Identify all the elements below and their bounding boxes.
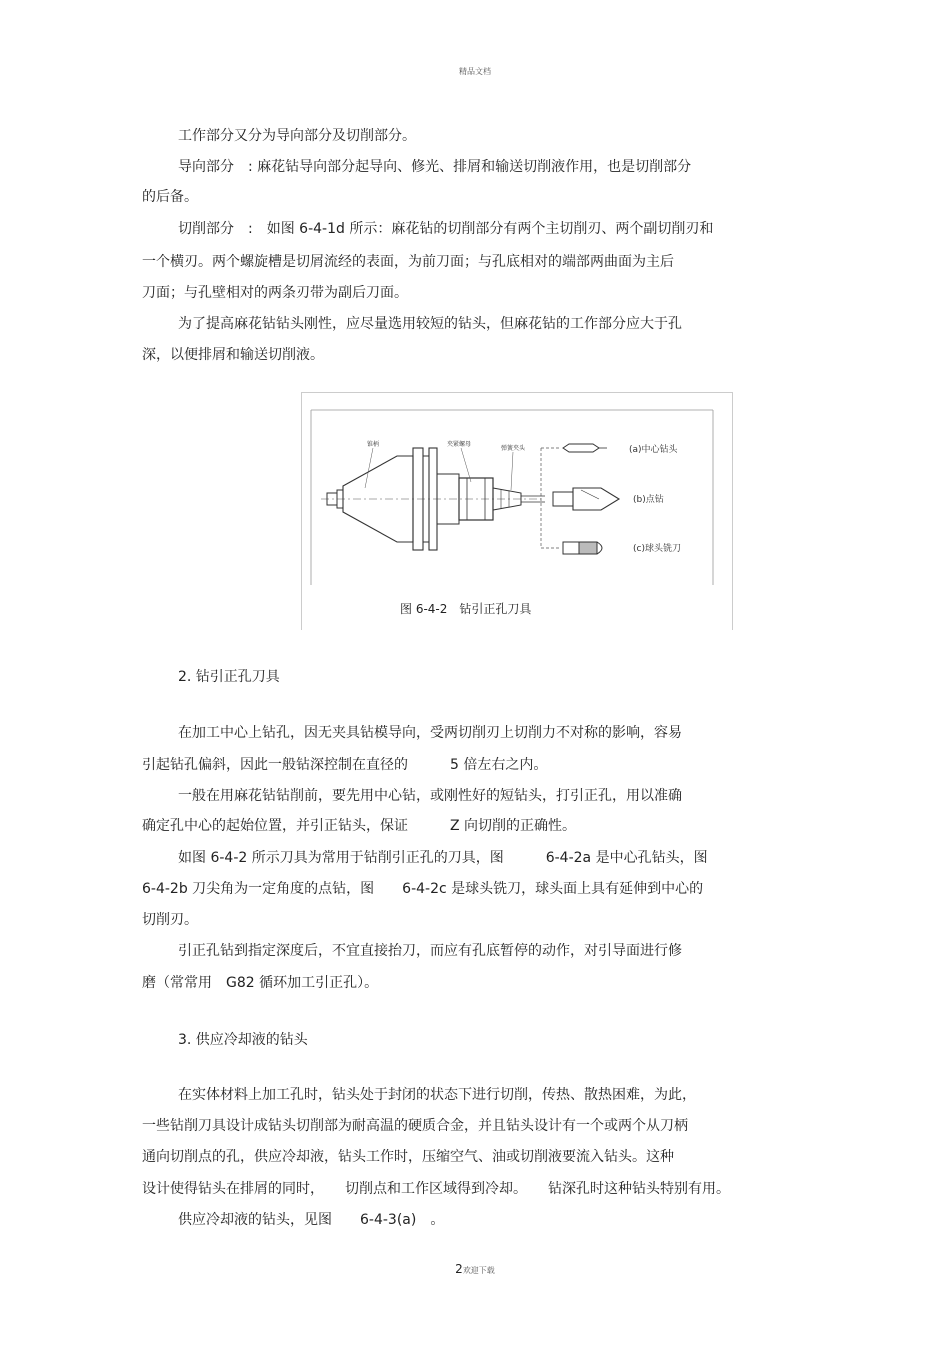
page-footer [0, 1262, 950, 1276]
footer-text: 欢迎下载 [462, 1266, 495, 1275]
paragraph-line: 一个横刃。两个螺旋槽是切屑流经的表面，为前刀面；与孔底相对的端部两曲面为主后 [142, 254, 674, 270]
page-header: 精品文档 [459, 67, 491, 76]
paragraph-line: 在实体材料上加工孔时，钻头处于封闭的状态下进行切削，传热、散热困难，为此， [178, 1087, 696, 1103]
paragraph-line: 通向切削点的孔，供应冷却液，钻头工作时，压缩空气、油或切削液要流入钻头。这种 [142, 1149, 674, 1165]
figure-caption: 图 6-4-2 钻引正孔刀具 [400, 602, 532, 616]
paragraph-line: 确定孔中心的起始位置，并引正钻头，保证 Z 向切削的正确性。 [142, 818, 577, 834]
paragraph-line: 工作部分又分为导向部分及切削部分。 [178, 128, 416, 144]
paragraph-line: 一些钻削刀具设计成钻头切削部为耐高温的硬质合金，并且钻头设计有一个或两个从刀柄 [142, 1118, 688, 1134]
label-shank: 锥柄 [367, 441, 380, 448]
paragraph-line: 引起钻孔偏斜，因此一般钻深控制在直径的 5 倍左右之内。 [142, 757, 548, 773]
paragraph-line: 为了提高麻花钻钻头刚性，应尽量选用较短的钻头，但麻花钻的工作部分应大于孔 [178, 316, 682, 332]
paragraph-line: 刀面；与孔壁相对的两条刃带为副后刀面。 [142, 285, 408, 301]
paragraph-line: 切削部分 : 如图 6-4-1d 所示：麻花钻的切削部分有两个主切削刃、两个副切削刃和 [178, 221, 714, 237]
paragraph-line: 磨（常常用 G82 循环加工引正孔）。 [142, 975, 379, 991]
paragraph-line: 的后备。 [142, 189, 198, 205]
paragraph-line: 深，以便排屑和输送切削液。 [142, 347, 324, 363]
section-heading: 3. 供应冷却液的钻头 [178, 1032, 308, 1048]
paragraph-line: 一般在用麻花钻钻削前，要先用中心钻，或刚性好的短钻头，打引正孔，用以准确 [178, 788, 682, 804]
paragraph-line: 在加工中心上钻孔，因无夹具钻模导向，受两切削刃上切削力不对称的影响，容易 [178, 725, 682, 741]
paragraph-line: 导向部分 : 麻花钻导向部分起导向、修光、排屑和输送切削液作用，也是切削部分 [178, 159, 692, 175]
paragraph-line: 引正孔钻到指定深度后，不宜直接抬刀，而应有孔底暂停的动作，对引导面进行修 [178, 943, 682, 959]
label-tool-a: (a)中心钻头 [629, 445, 678, 455]
tool-holder-diagram [301, 392, 733, 630]
label-tool-b: (b)点钻 [633, 495, 664, 505]
paragraph-line: 6-4-2b 刀尖角为一定角度的点钻，图 6-4-2c 是球头铣刀，球头面上具有延伸到中心的 [142, 881, 704, 897]
paragraph-line: 如图 6-4-2 所示刀具为常用于钻削引正孔的刀具，图 6-4-2a 是中心孔钻头，图 [178, 850, 708, 866]
label-collet-nut: 夹紧螺母 [447, 441, 472, 448]
paragraph-line: 设计使得钻头在排屑的同时， 切削点和工作区域得到冷却。 钻深孔时这种钻头特别有用。 [142, 1181, 730, 1197]
label-collet: 弹簧夹头 [501, 445, 526, 452]
section-heading: 2. 钻引正孔刀具 [178, 669, 280, 685]
paragraph-line: 供应冷却液的钻头，见图 6-4-3(a) 。 [178, 1212, 445, 1228]
label-tool-c: (c)球头铣刀 [633, 544, 681, 554]
page-number: 2 [455, 1262, 463, 1276]
paragraph-line: 切削刃。 [142, 912, 198, 928]
